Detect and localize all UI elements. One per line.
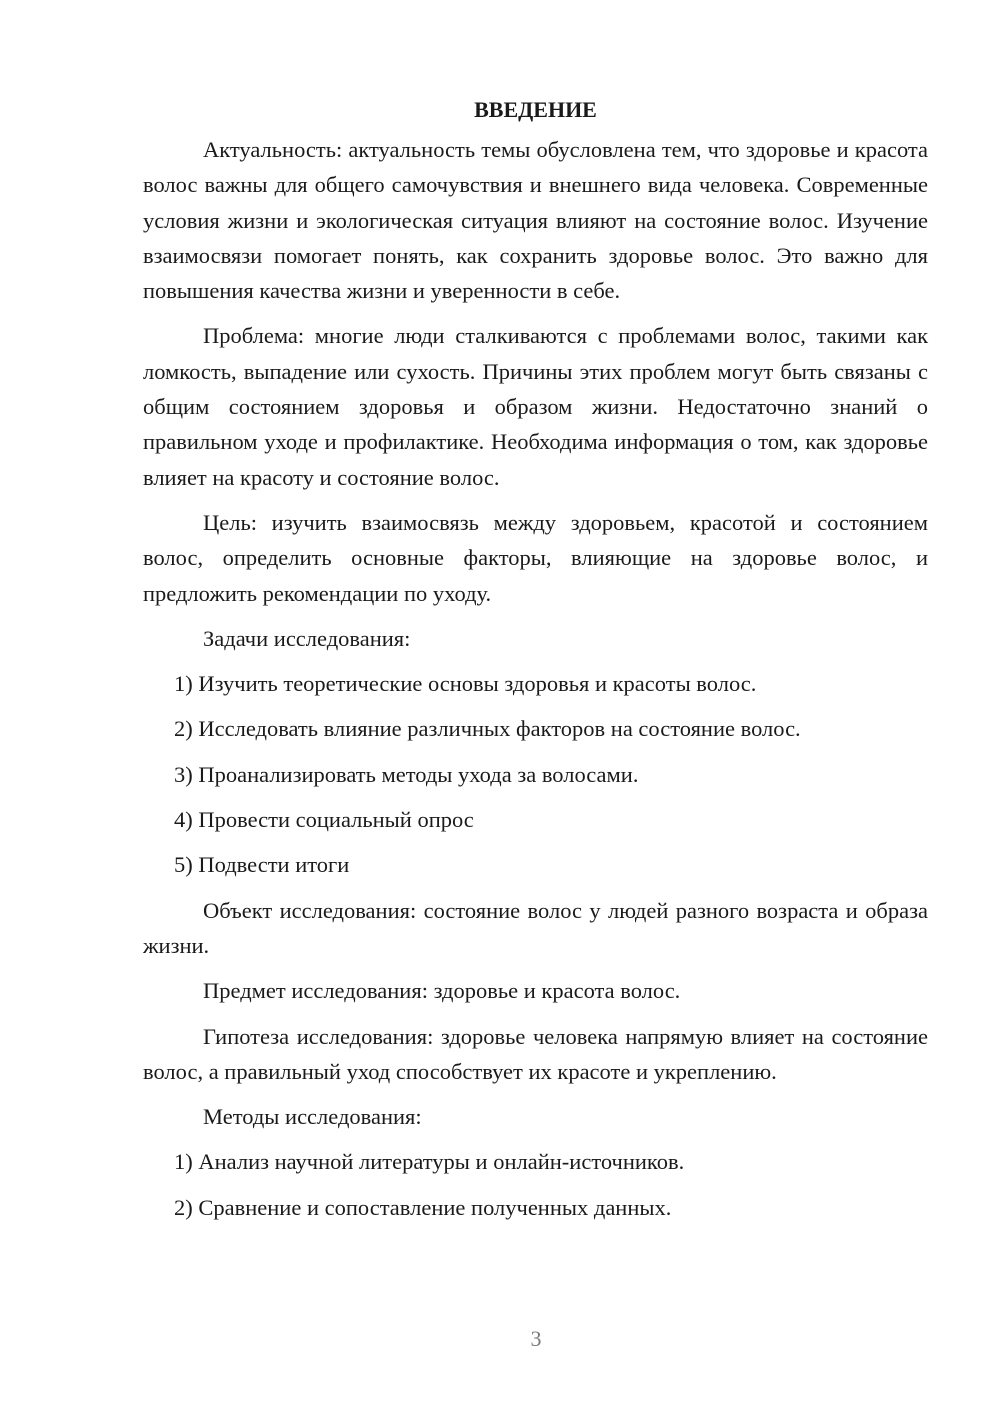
object-paragraph: Объект исследования: состояние волос у людей разного возраста и образа жизни.	[143, 897, 928, 958]
list-item: 2) Исследовать влияние различных факторов на состояние волос.	[174, 716, 801, 742]
list-item: 4) Провести социальный опрос	[174, 807, 474, 833]
hypothesis-paragraph: Гипотеза исследования: здоровье человека напрямую влияет на состояние волос, а правильный уход способствует их красоте и укреплению.	[143, 1023, 928, 1084]
relevance-paragraph: Актуальность: актуальность темы обусловлена тем, что здоровье и красота волос важны для общего самочувствия и внешнего вида человека. Современные условия жизни и экологическая ситуация влияют на состояние волос. Изучение взаимосвязи помогает понять, как сохранить здоровье волос. Это важно для повышения качества жизни и уверенности в себе.	[143, 137, 928, 304]
tasks-list	[143, 666, 928, 882]
methods-list	[143, 1144, 928, 1225]
goal-paragraph: Цель: изучить взаимосвязь между здоровьем, красотой и состоянием волос, определить основные факторы, влияющие на здоровье волос, и предложить рекомендации по уходу.	[143, 509, 928, 606]
page-number: 3	[530, 1326, 542, 1351]
tasks-heading: Задачи исследования:	[203, 625, 411, 651]
list-item: 5) Подвести итоги	[174, 852, 350, 878]
list-item: 2) Сравнение и сопоставление полученных данных.	[174, 1194, 672, 1220]
list-item: 1) Анализ научной литературы и онлайн-источников.	[174, 1149, 685, 1175]
subject-paragraph: Предмет исследования: здоровье и красота волос.	[203, 978, 681, 1004]
methods-heading: Методы исследования:	[203, 1104, 422, 1130]
problem-paragraph: Проблема: многие люди сталкиваются с проблемами волос, такими как ломкость, выпадение или сухость. Причины этих проблем могут быть связаны с общим состоянием здоровья и образом жизни. Недостаточно знаний о правильном уходе и профилактике. Необходима информация о том, как здоровье влияет на красоту и состояние волос.	[143, 323, 928, 490]
page-title: ВВЕДЕНИЕ	[474, 97, 597, 122]
list-item: 1) Изучить теоретические основы здоровья и красоты волос.	[174, 671, 757, 697]
list-item: 3) Проанализировать методы ухода за волосами.	[174, 761, 639, 787]
document-page	[143, 92, 928, 1235]
